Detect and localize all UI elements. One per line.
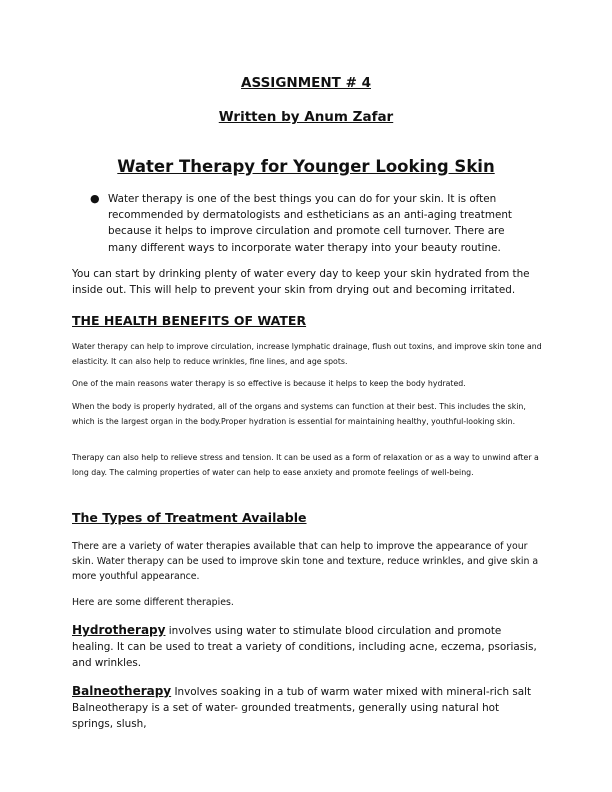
types-paragraph-1: There are a variety of water therapies available that can help to improve the appearance of your skin. Water therapy can be used to improve skin tone and texture, reduce wrinkles, and give skin a more youthful appearance. — [72, 541, 539, 582]
balneotherapy-term: Balneotherapy — [72, 684, 172, 698]
author-line: Written by Anum Zafar — [218, 109, 394, 125]
intro-bullet-item — [90, 191, 528, 256]
intro-bullet-text: Water therapy is one of the best things you can do for your skin. It is often recommended by dermatologists and estheticians as an anti-aging treatment because it helps to improve circulation and promote cell turnover. There are many different ways to incorporate water therapy into your beauty routine. — [108, 193, 512, 254]
hydrotherapy-paragraph — [72, 622, 542, 672]
treatment-types-heading: The Types of Treatment Available — [72, 510, 307, 525]
health-paragraph-1: Water therapy can help to improve circulation, increase lymphatic drainage, flush out toxins, and improve skin tone and elasticity. It can also help to reduce wrinkles, fine lines, and age spots. — [72, 342, 542, 366]
hydrotherapy-text: involves using water to stimulate blood circulation and promote healing. It can be used to treat a variety of conditions, including acne, eczema, psoriasis, and wrinkles. — [72, 625, 537, 670]
balneotherapy-text: Involves soaking in a tub of warm water mixed with mineral-rich salt Balneotherapy is a set of water- grounded treatments, generally using natural hot springs, slush, — [72, 686, 532, 731]
health-paragraph-4: Therapy can also help to relieve stress and tension. It can be used as a form of relaxation or as a way to unwind after a long day. The calming properties of water can help to ease anxiety and promote feelings of well-being. — [72, 453, 539, 477]
health-paragraph-2: One of the main reasons water therapy is so effective is because it helps to keep the body hydrated. — [72, 379, 466, 388]
types-paragraph-2: Here are some different therapies. — [72, 597, 234, 608]
health-benefits-heading: THE HEALTH BENEFITS OF WATER — [72, 313, 307, 328]
intro-paragraph: You can start by drinking plenty of water every day to keep your skin hydrated from the inside out. This will help to prevent your skin from drying out and becoming irritated. — [72, 268, 530, 297]
bullet-dot-icon: ● — [90, 192, 100, 205]
hydrotherapy-term: Hydrotherapy — [72, 623, 166, 637]
health-paragraph-3: When the body is properly hydrated, all of the organs and systems can function at their best. This includes the skin, which is the largest organ in the body.Proper hydration is essential for maintaining healthy, youthful-looking skin. — [72, 402, 526, 426]
balneotherapy-paragraph — [72, 683, 542, 733]
assignment-heading: ASSIGNMENT # 4 — [241, 75, 371, 91]
page-title: Water Therapy for Younger Looking Skin — [117, 157, 495, 176]
